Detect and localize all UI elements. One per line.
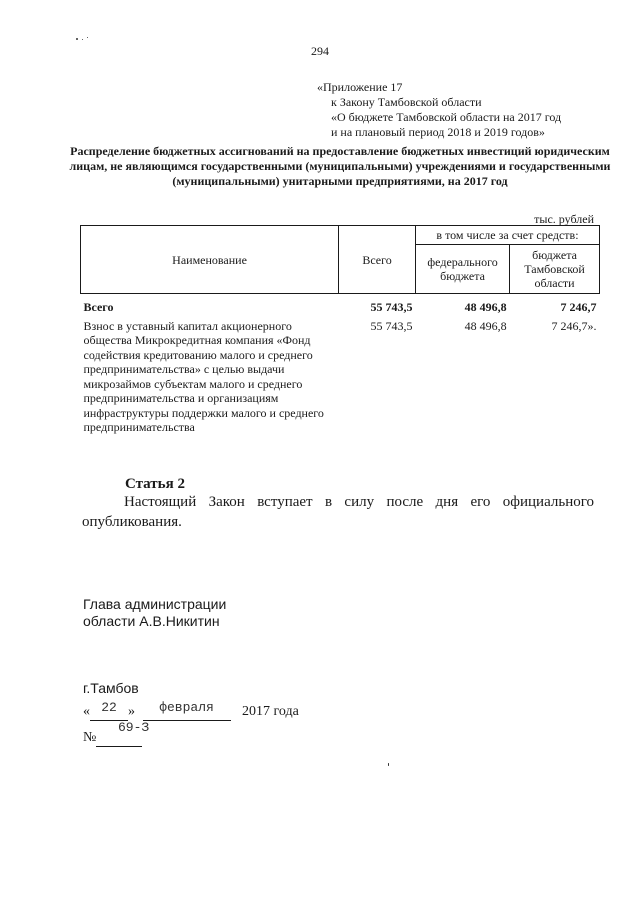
unit-label: тыс. рублей — [534, 212, 594, 226]
date-close-quote: » — [128, 704, 135, 719]
row-total: 55 743,5 — [370, 300, 413, 314]
signature-block — [83, 596, 226, 630]
date-day: 22 — [101, 700, 117, 715]
header-total: Всего — [339, 226, 416, 294]
date-month: февраля — [159, 700, 214, 715]
table-row — [81, 294, 600, 317]
scan-speck — [388, 763, 389, 766]
date-month-blank — [143, 700, 231, 721]
header-group: в том числе за счет средств: — [415, 226, 599, 245]
article-heading: Статья 2 — [125, 476, 185, 492]
budget-table — [80, 225, 600, 437]
appendix-line: «О бюджете Тамбовской области на 2017 год — [331, 110, 562, 124]
law-number-line — [83, 720, 150, 747]
date-open-quote: « — [83, 704, 90, 719]
row-name: Взнос в уставный капитал акционерного общества Микрокредитная компания «Фонд содействия кредитованию малого и среднего предпринимательства» с целью выдачи микрозаймов субъектам малого и среднего предпринимательства и организациям инфраструктуры поддержки малого и среднего предпринимательства — [83, 318, 324, 434]
row-federal: 48 496,8 — [464, 300, 507, 314]
date-line — [83, 700, 299, 721]
header-regional: бюджета Тамбовской области — [510, 245, 600, 294]
law-number-prefix: № — [83, 730, 97, 745]
appendix-header — [317, 80, 561, 140]
scan-speck — [76, 38, 78, 40]
signature-line: области А.В.Никитин — [83, 613, 220, 629]
row-total: 55 743,5 — [370, 318, 413, 333]
article-text: Настоящий Закон вступает в силу после дня его официального опубликования. — [82, 494, 594, 530]
document-title: Распределение бюджетных ассигнований на предоставление бюджетных инвестиций юридическим лицам, не являющимся государственными (муниципальными) учреждениями и государственными (муниципальными) унитарными предприятиями, на 2017 год — [69, 144, 611, 188]
scan-speck — [82, 39, 83, 40]
row-regional: 7 246,7». — [551, 318, 597, 333]
row-regional: 7 246,7 — [560, 300, 597, 314]
signature-line: Глава администрации — [83, 596, 227, 612]
appendix-line: «Приложение 17 — [317, 80, 403, 94]
date-year: 2017 года — [242, 704, 299, 719]
date-day-blank — [90, 700, 128, 721]
row-name: Всего — [83, 300, 114, 314]
appendix-line: к Закону Тамбовской области — [331, 95, 482, 109]
table-row — [81, 317, 600, 437]
page-number: 294 — [311, 44, 329, 58]
scan-speck — [87, 37, 88, 38]
header-name: Наименование — [81, 226, 339, 294]
law-number: 69-З — [118, 720, 150, 735]
row-federal: 48 496,8 — [464, 318, 507, 333]
header-federal: федерального бюджета — [415, 245, 509, 294]
appendix-line: и на плановый период 2018 и 2019 годов» — [331, 125, 545, 139]
city: г.Тамбов — [83, 680, 139, 696]
